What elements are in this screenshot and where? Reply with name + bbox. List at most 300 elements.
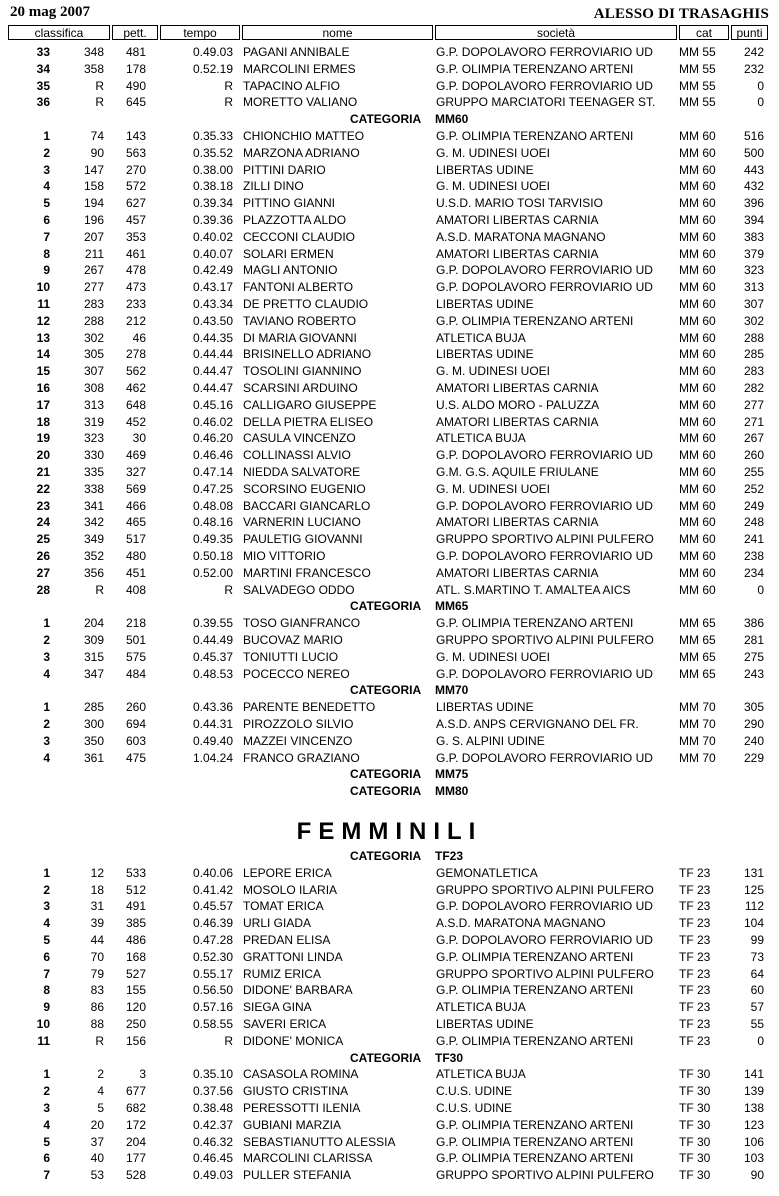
rank-cell: 2 (43, 717, 50, 731)
time-cell: 0.43.17 (192, 280, 233, 295)
bib-number-cell: 682 (125, 1101, 146, 1115)
rank-cell: 2 (43, 882, 50, 897)
points-cell: 55 (750, 1017, 764, 1031)
club-cell: G.P. DOPOLAVORO FERROVIARIO UD (436, 263, 653, 278)
athlete-name-cell: VARNERIN LUCIANO (243, 515, 361, 530)
time-cell: 0.48.08 (192, 498, 233, 513)
time-cell: 0.49.03 (192, 1168, 233, 1183)
club-cell: LIBERTAS UDINE (436, 297, 534, 311)
category-cell: TF 23 (679, 916, 711, 931)
bib-number-cell: 451 (125, 565, 146, 580)
table-row (0, 346, 779, 363)
category-cell: MM 60 (679, 280, 716, 295)
overall-position-cell: R (95, 78, 104, 93)
bib-number-cell: 46 (132, 330, 146, 345)
rank-cell: 26 (36, 549, 50, 563)
time-cell: 0.46.02 (192, 414, 233, 429)
bib-number-cell: 484 (125, 666, 146, 681)
overall-position-cell: 53 (90, 1168, 104, 1183)
overall-position-cell: R (95, 95, 104, 110)
rank-cell: 19 (36, 431, 50, 446)
category-cell: MM 60 (679, 196, 716, 211)
rank-cell: 6 (43, 213, 50, 227)
club-cell: G.P. DOPOLAVORO FERROVIARIO UD (436, 498, 653, 513)
overall-position-cell: 40 (90, 1151, 104, 1166)
category-cell: MM 60 (679, 263, 716, 278)
table-row (0, 262, 779, 279)
rank-cell: 6 (43, 949, 50, 964)
category-cell: MM 60 (679, 229, 716, 244)
club-cell: G. M. UDINESI UOEI (436, 179, 551, 194)
time-cell: 0.49.03 (192, 45, 233, 59)
athlete-name-cell: FANTONI ALBERTO (243, 280, 354, 295)
bib-number-cell: 233 (125, 297, 146, 311)
club-cell: G.P. OLIMPIA TERENZANO ARTENI (436, 1117, 634, 1132)
club-cell: G.P. DOPOLAVORO FERROVIARIO UD (436, 280, 653, 295)
overall-position-cell: 319 (83, 414, 104, 429)
rank-cell: 8 (43, 246, 50, 261)
club-cell: G.P. OLIMPIA TERENZANO ARTENI (436, 129, 634, 143)
athlete-name-cell: RUMIZ ERICA (243, 966, 321, 981)
points-cell: 112 (744, 899, 764, 914)
club-cell: GRUPPO MARCIATORI TEENAGER ST. (436, 95, 656, 110)
table-row (0, 330, 779, 347)
table-row (0, 615, 779, 632)
points-cell: 283 (743, 364, 764, 379)
time-cell: 0.38.18 (192, 179, 233, 194)
club-cell: G.P. DOPOLAVORO FERROVIARIO UD (436, 78, 653, 93)
category-cell: TF 30 (679, 1168, 711, 1183)
category-cell: MM 55 (679, 45, 716, 59)
bib-number-cell: 462 (125, 381, 146, 395)
athlete-name-cell: MIO VITTORIO (243, 549, 326, 563)
points-cell: 248 (743, 515, 764, 530)
time-cell: 0.48.53 (192, 666, 233, 681)
column-header-bar (8, 25, 768, 42)
overall-position-cell: 350 (83, 733, 104, 748)
athlete-name-cell: PITTINI DARIO (243, 162, 326, 177)
points-cell: 500 (743, 145, 764, 160)
category-cell: TF 23 (679, 865, 711, 880)
bib-number-cell: 527 (125, 966, 146, 981)
category-cell: MM 65 (679, 666, 716, 681)
club-cell: G.P. DOPOLAVORO FERROVIARIO UD (436, 448, 653, 463)
table-row (0, 999, 779, 1016)
time-cell: 0.46.46 (192, 448, 233, 463)
athlete-name-cell: TAPACINO ALFIO (243, 78, 340, 93)
table-row (0, 632, 779, 649)
time-cell: 0.40.06 (192, 865, 233, 880)
time-cell: 0.47.25 (192, 481, 233, 496)
time-cell: 0.39.55 (192, 616, 233, 631)
rank-cell: 18 (36, 414, 50, 429)
overall-position-cell: 330 (83, 448, 104, 463)
column-header-nome: nome (242, 25, 433, 40)
overall-position-cell: 307 (83, 364, 104, 379)
bib-number-cell: 30 (132, 431, 146, 446)
points-cell: 281 (743, 633, 764, 647)
category-cell: MM 60 (679, 532, 716, 547)
category-cell: TF 23 (679, 899, 711, 914)
points-cell: 252 (743, 481, 764, 496)
column-header-punti: punti (731, 25, 768, 40)
table-row (0, 363, 779, 380)
bib-number-cell: 481 (125, 45, 146, 59)
overall-position-cell: 341 (83, 498, 104, 513)
category-cell: MM 60 (679, 498, 716, 513)
table-row (0, 498, 779, 515)
time-cell: 0.56.50 (192, 983, 233, 998)
time-cell: 0.52.30 (192, 949, 233, 964)
overall-position-cell: 211 (84, 246, 104, 261)
rank-cell: 13 (36, 330, 50, 345)
athlete-name-cell: GUBIANI MARZIA (243, 1117, 342, 1132)
time-cell: 0.55.17 (192, 966, 233, 981)
rank-cell: 22 (36, 481, 50, 496)
category-heading (0, 682, 779, 699)
rank-cell: 2 (43, 633, 50, 647)
table-row (0, 128, 779, 145)
time-cell: 0.44.49 (192, 633, 233, 647)
category-label: CATEGORIA (350, 784, 422, 799)
club-cell: GRUPPO SPORTIVO ALPINI PULFERO (436, 1168, 654, 1183)
bib-number-cell: 512 (125, 882, 146, 897)
points-cell: 106 (743, 1134, 764, 1149)
rank-cell: 1 (43, 700, 50, 715)
bib-number-cell: 3 (139, 1067, 146, 1082)
athlete-name-cell: SCORSINO EUGENIO (243, 481, 366, 496)
race-title: ALESSO DI TRASAGHIS (593, 6, 769, 22)
points-cell: 0 (757, 1033, 764, 1048)
table-row (0, 212, 779, 229)
category-label: CATEGORIA (350, 849, 422, 863)
club-cell: LIBERTAS UDINE (436, 162, 534, 177)
time-cell: R (224, 1033, 233, 1048)
athlete-name-cell: TOMAT ERICA (243, 899, 324, 914)
time-cell: 0.46.20 (192, 431, 233, 446)
category-cell: MM 60 (679, 397, 716, 412)
time-cell: 0.38.48 (192, 1101, 233, 1115)
rank-cell: 4 (43, 916, 50, 931)
overall-position-cell: 83 (90, 983, 104, 998)
club-cell: G. S. ALPINI UDINE (436, 733, 545, 748)
bib-number-cell: 480 (125, 549, 146, 563)
overall-position-cell: 158 (83, 179, 104, 194)
club-cell: G.P. DOPOLAVORO FERROVIARIO UD (436, 750, 653, 765)
overall-position-cell: R (95, 1033, 104, 1048)
bib-number-cell: 562 (125, 364, 146, 379)
club-cell: LIBERTAS UDINE (436, 700, 534, 715)
table-row (0, 898, 779, 915)
overall-position-cell: 147 (83, 162, 104, 177)
category-label: CATEGORIA (350, 112, 422, 127)
rank-cell: 1 (43, 1067, 50, 1082)
rank-cell: 3 (43, 649, 50, 664)
overall-position-cell: 31 (90, 899, 104, 914)
table-row (0, 1100, 779, 1117)
athlete-name-cell: BRISINELLO ADRIANO (243, 347, 372, 362)
athlete-name-cell: PLAZZOTTA ALDO (243, 213, 347, 227)
club-cell: GRUPPO SPORTIVO ALPINI PULFERO (436, 532, 654, 547)
category-cell: TF 23 (679, 933, 711, 947)
table-row (0, 313, 779, 330)
points-cell: 386 (743, 616, 764, 631)
time-cell: 0.42.49 (192, 263, 233, 278)
table-row (0, 1117, 779, 1134)
athlete-name-cell: SCARSINI ARDUINO (243, 381, 358, 395)
points-cell: 139 (743, 1084, 764, 1099)
points-cell: 275 (743, 649, 764, 664)
category-cell: TF 23 (679, 1000, 711, 1015)
table-row (0, 882, 779, 899)
bib-number-cell: 478 (125, 263, 146, 278)
category-cell: MM 60 (679, 213, 716, 227)
overall-position-cell: 349 (83, 532, 104, 547)
rank-cell: 1 (43, 865, 50, 880)
overall-position-cell: 44 (90, 933, 104, 947)
category-code: MM75 (435, 767, 469, 782)
column-header-societa: società (435, 25, 677, 40)
table-row (0, 548, 779, 565)
category-cell: MM 60 (679, 364, 716, 379)
bib-number-cell: 694 (125, 717, 146, 731)
time-cell: 0.45.16 (192, 397, 233, 412)
athlete-name-cell: GIUSTO CRISTINA (243, 1084, 349, 1099)
rank-cell: 6 (43, 1151, 50, 1166)
points-cell: 432 (743, 179, 764, 194)
time-cell: 0.47.28 (192, 933, 233, 947)
table-row (0, 582, 779, 599)
club-cell: G.P. OLIMPIA TERENZANO ARTENI (436, 1151, 634, 1166)
athlete-name-cell: SAVERI ERICA (243, 1017, 327, 1031)
overall-position-cell: 5 (97, 1101, 104, 1115)
overall-position-cell: 348 (83, 45, 104, 59)
club-cell: G.P. DOPOLAVORO FERROVIARIO UD (436, 549, 653, 563)
bib-number-cell: 143 (125, 129, 146, 143)
club-cell: G.P. OLIMPIA TERENZANO ARTENI (436, 1033, 634, 1048)
club-cell: U.S. ALDO MORO - PALUZZA (436, 397, 600, 412)
time-cell: 0.43.34 (192, 297, 233, 311)
time-cell: 0.38.00 (192, 162, 233, 177)
athlete-name-cell: FRANCO GRAZIANO (243, 750, 360, 765)
athlete-name-cell: DIDONE' MONICA (243, 1033, 344, 1048)
bib-number-cell: 490 (125, 78, 146, 93)
bib-number-cell: 156 (125, 1033, 146, 1048)
rank-cell: 5 (43, 933, 50, 947)
points-cell: 282 (743, 381, 764, 395)
athlete-name-cell: SOLARI ERMEN (243, 246, 334, 261)
club-cell: ATL. S.MARTINO T. AMALTEA AICS (436, 582, 631, 597)
bib-number-cell: 645 (125, 95, 146, 110)
club-cell: AMATORI LIBERTAS CARNIA (436, 515, 599, 530)
table-row (0, 915, 779, 932)
athlete-name-cell: SALVADEGO ODDO (243, 582, 355, 597)
points-cell: 0 (757, 95, 764, 110)
rank-cell: 9 (43, 263, 50, 278)
table-row (0, 1066, 779, 1083)
time-cell: 0.41.42 (192, 882, 233, 897)
time-cell: 0.45.57 (192, 899, 233, 914)
category-cell: TF 23 (679, 1017, 711, 1031)
athlete-name-cell: PULLER STEFANIA (243, 1168, 352, 1183)
time-cell: 0.44.31 (192, 717, 233, 731)
club-cell: AMATORI LIBERTAS CARNIA (436, 414, 599, 429)
table-row (0, 1016, 779, 1033)
points-cell: 138 (743, 1101, 764, 1115)
category-cell: TF 30 (679, 1067, 711, 1082)
category-cell: MM 60 (679, 515, 716, 530)
category-label: CATEGORIA (350, 683, 422, 698)
category-cell: MM 70 (679, 700, 716, 715)
club-cell: C.U.S. UDINE (436, 1084, 513, 1099)
table-row (0, 481, 779, 498)
category-cell: MM 70 (679, 750, 716, 765)
club-cell: G.P. DOPOLAVORO FERROVIARIO UD (436, 933, 653, 947)
club-cell: G. M. UDINESI UOEI (436, 649, 551, 664)
bib-number-cell: 575 (125, 649, 146, 664)
bib-number-cell: 212 (125, 313, 146, 328)
time-cell: 0.35.33 (192, 129, 233, 143)
column-header-tempo: tempo (160, 25, 240, 40)
points-cell: 229 (743, 750, 764, 765)
overall-position-cell: R (95, 582, 104, 597)
rank-cell: 8 (43, 983, 50, 998)
rank-cell: 3 (43, 1101, 50, 1115)
time-cell: 0.48.16 (192, 515, 233, 530)
time-cell: 0.39.36 (192, 213, 233, 227)
club-cell: AMATORI LIBERTAS CARNIA (436, 213, 599, 227)
bib-number-cell: 178 (125, 61, 146, 76)
points-cell: 394 (743, 213, 764, 227)
overall-position-cell: 39 (90, 916, 104, 931)
table-row (0, 865, 779, 882)
table-row (0, 531, 779, 548)
time-cell: 0.44.35 (192, 330, 233, 345)
rank-cell: 25 (36, 532, 50, 547)
category-cell: MM 55 (679, 95, 716, 110)
rank-cell: 14 (36, 347, 50, 362)
points-cell: 307 (743, 297, 764, 311)
category-cell: MM 60 (679, 246, 716, 261)
athlete-name-cell: CALLIGARO GIUSEPPE (243, 397, 377, 412)
bib-number-cell: 204 (125, 1134, 146, 1149)
bib-number-cell: 408 (125, 582, 146, 597)
athlete-name-cell: MAZZEI VINCENZO (243, 733, 353, 748)
overall-position-cell: 358 (83, 61, 104, 76)
bib-number-cell: 469 (125, 448, 146, 463)
category-code: MM65 (435, 599, 469, 614)
table-row (0, 229, 779, 246)
athlete-name-cell: DIDONE' BARBARA (243, 983, 353, 998)
overall-position-cell: 37 (90, 1134, 104, 1149)
rank-cell: 34 (36, 61, 50, 76)
bib-number-cell: 270 (125, 162, 146, 177)
overall-position-cell: 20 (90, 1117, 104, 1132)
category-label: CATEGORIA (350, 767, 422, 782)
athlete-name-cell: PIROZZOLO SILVIO (243, 717, 354, 731)
category-cell: MM 60 (679, 549, 716, 563)
time-cell: 0.43.50 (192, 313, 233, 328)
category-cell: TF 30 (679, 1101, 711, 1115)
category-cell: MM 60 (679, 465, 716, 479)
bib-number-cell: 603 (125, 733, 146, 748)
club-cell: G. M. UDINESI UOEI (436, 481, 551, 496)
club-cell: LIBERTAS UDINE (436, 347, 534, 362)
overall-position-cell: 86 (90, 1000, 104, 1015)
club-cell: G.P. OLIMPIA TERENZANO ARTENI (436, 1134, 634, 1149)
table-row (0, 949, 779, 966)
category-code: TF23 (435, 849, 464, 863)
time-cell: 0.35.10 (192, 1067, 233, 1082)
category-cell: MM 55 (679, 78, 716, 93)
time-cell: 0.44.47 (192, 381, 233, 395)
category-cell: MM 60 (679, 313, 716, 328)
table-row (0, 145, 779, 162)
points-cell: 255 (743, 465, 764, 479)
bib-number-cell: 353 (125, 229, 146, 244)
points-cell: 243 (743, 666, 764, 681)
athlete-name-cell: URLI GIADA (243, 916, 312, 931)
bib-number-cell: 528 (125, 1168, 146, 1183)
bib-number-cell: 120 (125, 1000, 146, 1015)
athlete-name-cell: PARENTE BENEDETTO (243, 700, 376, 715)
time-cell: 0.49.40 (192, 733, 233, 748)
bib-number-cell: 466 (125, 498, 146, 513)
club-cell: AMATORI LIBERTAS CARNIA (436, 246, 599, 261)
category-cell: MM 60 (679, 347, 716, 362)
club-cell: A.S.D. MARATONA MAGNANO (436, 229, 606, 244)
points-cell: 0 (757, 78, 764, 93)
category-cell: MM 60 (679, 145, 716, 160)
club-cell: C.U.S. UDINE (436, 1101, 513, 1115)
race-date: 20 mag 2007 (10, 4, 90, 20)
bib-number-cell: 563 (125, 145, 146, 160)
rank-cell: 3 (43, 162, 50, 177)
athlete-name-cell: TOSOLINI GIANNINO (243, 364, 362, 379)
table-row (0, 296, 779, 313)
rank-cell: 15 (36, 364, 50, 379)
table-row (0, 716, 779, 733)
points-cell: 383 (743, 229, 764, 244)
club-cell: A.S.D. MARATONA MAGNANO (436, 916, 606, 931)
rank-cell: 3 (43, 899, 50, 914)
table-row (0, 397, 779, 414)
rank-cell: 4 (43, 179, 50, 194)
category-cell: MM 55 (679, 61, 716, 76)
athlete-name-cell: PITTINO GIANNI (243, 196, 336, 211)
club-cell: A.S.D. ANPS CERVIGNANO DEL FR. (436, 717, 639, 731)
club-cell: G. M. UDINESI UOEI (436, 145, 551, 160)
rank-cell: 2 (43, 145, 50, 160)
rank-cell: 12 (36, 313, 50, 328)
rank-cell: 17 (36, 397, 50, 412)
club-cell: ATLETICA BUJA (436, 1000, 526, 1015)
club-cell: G.P. OLIMPIA TERENZANO ARTENI (436, 61, 634, 76)
overall-position-cell: 2 (97, 1067, 104, 1082)
athlete-name-cell: PREDAN ELISA (243, 933, 331, 947)
rank-cell: 9 (43, 1000, 50, 1015)
category-cell: TF 23 (679, 966, 711, 981)
category-cell: MM 60 (679, 448, 716, 463)
rank-cell: 24 (36, 515, 50, 530)
overall-position-cell: 315 (83, 649, 104, 664)
rank-cell: 7 (43, 966, 50, 981)
category-label: CATEGORIA (350, 599, 422, 614)
points-cell: 232 (743, 61, 764, 76)
rank-cell: 1 (43, 129, 50, 143)
athlete-name-cell: CASASOLA ROMINA (243, 1067, 359, 1082)
club-cell: GRUPPO SPORTIVO ALPINI PULFERO (436, 633, 654, 647)
